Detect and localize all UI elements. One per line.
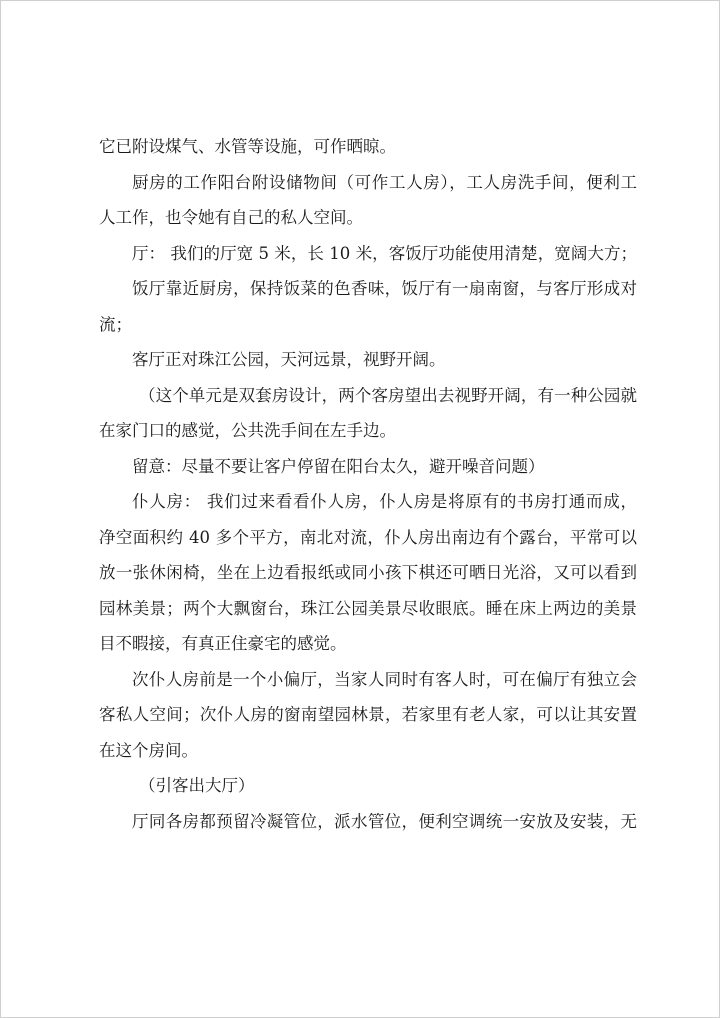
text-line: 流； — [99, 314, 132, 334]
document-body — [99, 129, 637, 839]
text-line: 放一张休闲椅，坐在上边看报纸或同小孩下棋还可晒日光浴，又可以看到 — [99, 563, 637, 582]
text-line: 留意：尽量不要让客户停留在阳台太久，避开噪音问题） — [132, 456, 545, 476]
text-line: 园林美景；两个大飘窗台，珠江公园美景尽收眼底。睡在床上两边的美景 — [99, 598, 637, 618]
text-line: （引客出大厅） — [139, 776, 255, 795]
text-line: 仆人房： 我们过来看看仆人房，仆人房是将原有的书房打通而成， — [132, 492, 637, 511]
text-line: 厨房的工作阳台附设储物间（可作工人房），工人房洗手间，便利工 — [132, 172, 637, 192]
text-line: 净空面积约 40 多个平方，南北对流，仆人房出南边有个露台，平常可以 — [99, 527, 637, 547]
text-line: （这个单元是双套房设计，两个客房望出去视野开阔，有一种公园就 — [139, 385, 637, 405]
text-line: 目不暇接，有真正住豪宅的感觉。 — [99, 634, 347, 653]
text-line: 饭厅靠近厨房，保持饭菜的色香味，饭厅有一扇南窗，与客厅形成对 — [132, 279, 637, 298]
text-line: 客私人空间；次仆人房的窗南望园林景，若家里有老人家，可以让其安置 — [99, 705, 637, 724]
text-line: 它已附设煤气、水管等设施，可作晒晾。 — [99, 137, 396, 156]
text-line: 在这个房间。 — [99, 740, 198, 760]
text-line: 厅： 我们的厅宽 5 米，长 10 米，客饭厅功能使用清楚，宽阔大方； — [132, 243, 637, 263]
text-line: 在家门口的感觉，公共洗手间在左手边。 — [99, 421, 396, 440]
text-line: 厅同各房都预留冷凝管位，派水管位，便利空调统一安放及安装，无 — [132, 811, 637, 831]
text-line: 人工作，也令她有自己的私人空间。 — [99, 208, 363, 227]
text-line: 次仆人房前是一个小偏厅，当家人同时有客人时，可在偏厅有独立会 — [132, 669, 637, 689]
text-line: 客厅正对珠江公园，天河远景，视野开阔。 — [132, 350, 446, 369]
